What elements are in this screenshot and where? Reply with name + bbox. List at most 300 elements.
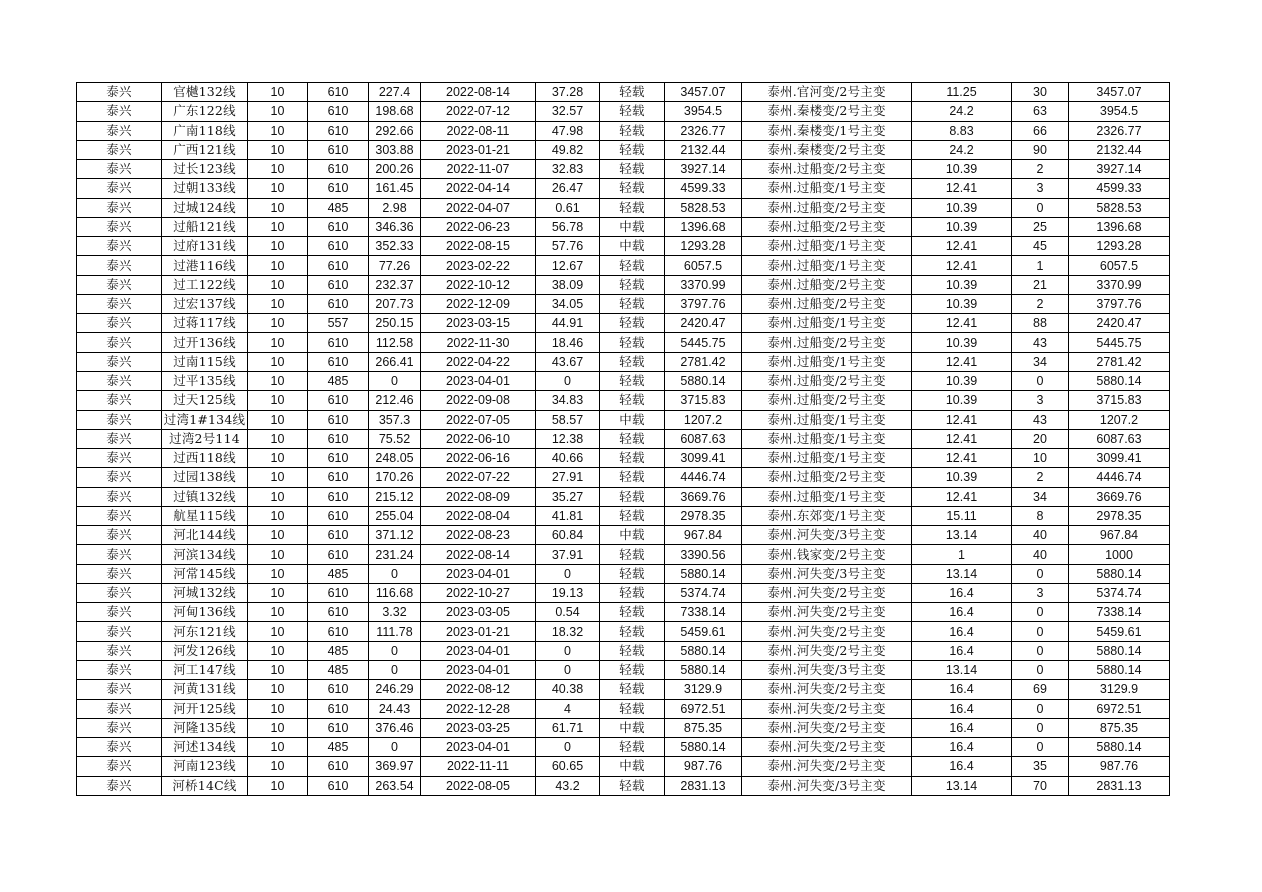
current-cell[interactable]: 24.43 — [369, 699, 421, 718]
current-cell[interactable]: 371.12 — [369, 526, 421, 545]
remaining-capacity-cell[interactable]: 5880.14 — [1069, 371, 1170, 390]
remaining-capacity-cell[interactable]: 3797.76 — [1069, 294, 1170, 313]
line-name-cell[interactable]: 河发126线 — [162, 641, 248, 660]
date-cell[interactable]: 2023-04-01 — [421, 660, 536, 679]
transformer-cell[interactable]: 泰州.河失变/2号主变 — [742, 718, 912, 737]
voltage-cell[interactable]: 10 — [248, 352, 308, 371]
current-cell[interactable]: 352.33 — [369, 237, 421, 256]
available-capacity-cell[interactable]: 2831.13 — [665, 776, 742, 795]
count-cell[interactable]: 3 — [1012, 391, 1069, 410]
voltage-cell[interactable]: 10 — [248, 198, 308, 217]
current-cell[interactable]: 77.26 — [369, 256, 421, 275]
load-rate-cell[interactable]: 37.28 — [536, 83, 600, 102]
transformer-value-cell[interactable]: 13.14 — [912, 564, 1012, 583]
load-rate-cell[interactable]: 0 — [536, 660, 600, 679]
load-status-cell[interactable]: 轻载 — [600, 449, 665, 468]
voltage-cell[interactable]: 10 — [248, 429, 308, 448]
current-cell[interactable]: 75.52 — [369, 429, 421, 448]
remaining-capacity-cell[interactable]: 5445.75 — [1069, 333, 1170, 352]
load-status-cell[interactable]: 轻载 — [600, 256, 665, 275]
load-rate-cell[interactable]: 61.71 — [536, 718, 600, 737]
count-cell[interactable]: 0 — [1012, 660, 1069, 679]
current-cell[interactable]: 250.15 — [369, 314, 421, 333]
region-cell[interactable]: 泰兴 — [77, 102, 162, 121]
load-rate-cell[interactable]: 0.61 — [536, 198, 600, 217]
date-cell[interactable]: 2022-08-15 — [421, 237, 536, 256]
transformer-cell[interactable]: 泰州.过船变/1号主变 — [742, 487, 912, 506]
load-status-cell[interactable]: 轻载 — [600, 275, 665, 294]
transformer-value-cell[interactable]: 10.39 — [912, 371, 1012, 390]
transformer-value-cell[interactable]: 16.4 — [912, 583, 1012, 602]
capacity-cell[interactable]: 610 — [308, 583, 369, 602]
load-rate-cell[interactable]: 57.76 — [536, 237, 600, 256]
capacity-cell[interactable]: 485 — [308, 198, 369, 217]
capacity-cell[interactable]: 610 — [308, 294, 369, 313]
load-rate-cell[interactable]: 60.84 — [536, 526, 600, 545]
transformer-cell[interactable]: 泰州.过船变/1号主变 — [742, 256, 912, 275]
transformer-value-cell[interactable]: 8.83 — [912, 121, 1012, 140]
region-cell[interactable]: 泰兴 — [77, 256, 162, 275]
voltage-cell[interactable]: 10 — [248, 506, 308, 525]
count-cell[interactable]: 90 — [1012, 140, 1069, 159]
available-capacity-cell[interactable]: 3129.9 — [665, 680, 742, 699]
count-cell[interactable]: 2 — [1012, 160, 1069, 179]
count-cell[interactable]: 21 — [1012, 275, 1069, 294]
transformer-value-cell[interactable]: 10.39 — [912, 275, 1012, 294]
current-cell[interactable]: 369.97 — [369, 757, 421, 776]
voltage-cell[interactable]: 10 — [248, 83, 308, 102]
voltage-cell[interactable]: 10 — [248, 449, 308, 468]
region-cell[interactable]: 泰兴 — [77, 198, 162, 217]
transformer-cell[interactable]: 泰州.过船变/1号主变 — [742, 449, 912, 468]
region-cell[interactable]: 泰兴 — [77, 545, 162, 564]
transformer-value-cell[interactable]: 16.4 — [912, 680, 1012, 699]
capacity-cell[interactable]: 610 — [308, 506, 369, 525]
remaining-capacity-cell[interactable]: 4599.33 — [1069, 179, 1170, 198]
line-name-cell[interactable]: 河南123线 — [162, 757, 248, 776]
transformer-value-cell[interactable]: 16.4 — [912, 622, 1012, 641]
line-name-cell[interactable]: 过开136线 — [162, 333, 248, 352]
load-status-cell[interactable]: 轻载 — [600, 371, 665, 390]
count-cell[interactable]: 34 — [1012, 487, 1069, 506]
available-capacity-cell[interactable]: 3390.56 — [665, 545, 742, 564]
transformer-value-cell[interactable]: 16.4 — [912, 738, 1012, 757]
line-name-cell[interactable]: 河常145线 — [162, 564, 248, 583]
date-cell[interactable]: 2023-01-21 — [421, 622, 536, 641]
transformer-cell[interactable]: 泰州.过船变/2号主变 — [742, 468, 912, 487]
available-capacity-cell[interactable]: 3370.99 — [665, 275, 742, 294]
load-status-cell[interactable]: 轻载 — [600, 314, 665, 333]
remaining-capacity-cell[interactable]: 4446.74 — [1069, 468, 1170, 487]
line-name-cell[interactable]: 河北144线 — [162, 526, 248, 545]
voltage-cell[interactable]: 10 — [248, 583, 308, 602]
date-cell[interactable]: 2022-11-07 — [421, 160, 536, 179]
remaining-capacity-cell[interactable]: 987.76 — [1069, 757, 1170, 776]
load-status-cell[interactable]: 中载 — [600, 217, 665, 236]
transformer-cell[interactable]: 泰州.过船变/2号主变 — [742, 371, 912, 390]
voltage-cell[interactable]: 10 — [248, 545, 308, 564]
count-cell[interactable]: 3 — [1012, 583, 1069, 602]
transformer-value-cell[interactable]: 24.2 — [912, 102, 1012, 121]
available-capacity-cell[interactable]: 5880.14 — [665, 641, 742, 660]
current-cell[interactable]: 116.68 — [369, 583, 421, 602]
voltage-cell[interactable]: 10 — [248, 757, 308, 776]
remaining-capacity-cell[interactable]: 3099.41 — [1069, 449, 1170, 468]
transformer-cell[interactable]: 泰州.河失变/2号主变 — [742, 757, 912, 776]
current-cell[interactable]: 231.24 — [369, 545, 421, 564]
line-name-cell[interactable]: 过镇132线 — [162, 487, 248, 506]
remaining-capacity-cell[interactable]: 2420.47 — [1069, 314, 1170, 333]
transformer-value-cell[interactable]: 16.4 — [912, 718, 1012, 737]
count-cell[interactable]: 0 — [1012, 718, 1069, 737]
transformer-cell[interactable]: 泰州.河失变/2号主变 — [742, 622, 912, 641]
current-cell[interactable]: 357.3 — [369, 410, 421, 429]
region-cell[interactable]: 泰兴 — [77, 603, 162, 622]
voltage-cell[interactable]: 10 — [248, 487, 308, 506]
current-cell[interactable]: 215.12 — [369, 487, 421, 506]
line-name-cell[interactable]: 河隆135线 — [162, 718, 248, 737]
remaining-capacity-cell[interactable]: 5880.14 — [1069, 738, 1170, 757]
count-cell[interactable]: 20 — [1012, 429, 1069, 448]
load-status-cell[interactable]: 轻载 — [600, 660, 665, 679]
line-name-cell[interactable]: 过园138线 — [162, 468, 248, 487]
transformer-value-cell[interactable]: 12.41 — [912, 314, 1012, 333]
voltage-cell[interactable]: 10 — [248, 391, 308, 410]
capacity-cell[interactable]: 610 — [308, 680, 369, 699]
transformer-cell[interactable]: 泰州.过船变/2号主变 — [742, 333, 912, 352]
load-status-cell[interactable]: 轻载 — [600, 622, 665, 641]
transformer-value-cell[interactable]: 16.4 — [912, 757, 1012, 776]
load-status-cell[interactable]: 轻载 — [600, 641, 665, 660]
voltage-cell[interactable]: 10 — [248, 680, 308, 699]
voltage-cell[interactable]: 10 — [248, 217, 308, 236]
current-cell[interactable]: 263.54 — [369, 776, 421, 795]
date-cell[interactable]: 2022-07-12 — [421, 102, 536, 121]
voltage-cell[interactable]: 10 — [248, 738, 308, 757]
count-cell[interactable]: 40 — [1012, 526, 1069, 545]
line-name-cell[interactable]: 过湾1#134线 — [162, 410, 248, 429]
date-cell[interactable]: 2023-04-01 — [421, 564, 536, 583]
load-rate-cell[interactable]: 34.05 — [536, 294, 600, 313]
current-cell[interactable]: 2.98 — [369, 198, 421, 217]
voltage-cell[interactable]: 10 — [248, 256, 308, 275]
transformer-value-cell[interactable]: 16.4 — [912, 699, 1012, 718]
capacity-cell[interactable]: 485 — [308, 641, 369, 660]
transformer-value-cell[interactable]: 10.39 — [912, 198, 1012, 217]
region-cell[interactable]: 泰兴 — [77, 583, 162, 602]
load-rate-cell[interactable]: 18.46 — [536, 333, 600, 352]
date-cell[interactable]: 2022-04-07 — [421, 198, 536, 217]
count-cell[interactable]: 30 — [1012, 83, 1069, 102]
available-capacity-cell[interactable]: 5880.14 — [665, 371, 742, 390]
available-capacity-cell[interactable]: 2781.42 — [665, 352, 742, 371]
load-status-cell[interactable]: 轻载 — [600, 487, 665, 506]
line-name-cell[interactable]: 河东121线 — [162, 622, 248, 641]
line-name-cell[interactable]: 过港116线 — [162, 256, 248, 275]
voltage-cell[interactable]: 10 — [248, 468, 308, 487]
voltage-cell[interactable]: 10 — [248, 294, 308, 313]
transformer-value-cell[interactable]: 10.39 — [912, 217, 1012, 236]
region-cell[interactable]: 泰兴 — [77, 237, 162, 256]
load-status-cell[interactable]: 轻载 — [600, 583, 665, 602]
voltage-cell[interactable]: 10 — [248, 160, 308, 179]
region-cell[interactable]: 泰兴 — [77, 660, 162, 679]
remaining-capacity-cell[interactable]: 6972.51 — [1069, 699, 1170, 718]
transformer-value-cell[interactable]: 15.11 — [912, 506, 1012, 525]
region-cell[interactable]: 泰兴 — [77, 275, 162, 294]
available-capacity-cell[interactable]: 2420.47 — [665, 314, 742, 333]
load-rate-cell[interactable]: 43.2 — [536, 776, 600, 795]
count-cell[interactable]: 43 — [1012, 333, 1069, 352]
count-cell[interactable]: 66 — [1012, 121, 1069, 140]
voltage-cell[interactable]: 10 — [248, 371, 308, 390]
load-rate-cell[interactable]: 49.82 — [536, 140, 600, 159]
remaining-capacity-cell[interactable]: 2326.77 — [1069, 121, 1170, 140]
load-status-cell[interactable]: 轻载 — [600, 102, 665, 121]
region-cell[interactable]: 泰兴 — [77, 83, 162, 102]
load-rate-cell[interactable]: 41.81 — [536, 506, 600, 525]
current-cell[interactable]: 227.4 — [369, 83, 421, 102]
line-name-cell[interactable]: 河甸136线 — [162, 603, 248, 622]
region-cell[interactable]: 泰兴 — [77, 294, 162, 313]
remaining-capacity-cell[interactable]: 1293.28 — [1069, 237, 1170, 256]
load-rate-cell[interactable]: 32.83 — [536, 160, 600, 179]
transformer-cell[interactable]: 泰州.河失变/3号主变 — [742, 526, 912, 545]
capacity-cell[interactable]: 610 — [308, 545, 369, 564]
region-cell[interactable]: 泰兴 — [77, 352, 162, 371]
date-cell[interactable]: 2022-06-16 — [421, 449, 536, 468]
available-capacity-cell[interactable]: 5459.61 — [665, 622, 742, 641]
line-name-cell[interactable]: 过朝133线 — [162, 179, 248, 198]
voltage-cell[interactable]: 10 — [248, 776, 308, 795]
available-capacity-cell[interactable]: 3927.14 — [665, 160, 742, 179]
available-capacity-cell[interactable]: 7338.14 — [665, 603, 742, 622]
capacity-cell[interactable]: 610 — [308, 83, 369, 102]
line-name-cell[interactable]: 过天125线 — [162, 391, 248, 410]
date-cell[interactable]: 2023-04-01 — [421, 641, 536, 660]
date-cell[interactable]: 2022-12-28 — [421, 699, 536, 718]
line-name-cell[interactable]: 广南118线 — [162, 121, 248, 140]
load-rate-cell[interactable]: 60.65 — [536, 757, 600, 776]
remaining-capacity-cell[interactable]: 6087.63 — [1069, 429, 1170, 448]
region-cell[interactable]: 泰兴 — [77, 314, 162, 333]
region-cell[interactable]: 泰兴 — [77, 410, 162, 429]
capacity-cell[interactable]: 485 — [308, 660, 369, 679]
transformer-cell[interactable]: 泰州.过船变/2号主变 — [742, 160, 912, 179]
load-rate-cell[interactable]: 58.57 — [536, 410, 600, 429]
region-cell[interactable]: 泰兴 — [77, 429, 162, 448]
current-cell[interactable]: 255.04 — [369, 506, 421, 525]
load-rate-cell[interactable]: 44.91 — [536, 314, 600, 333]
count-cell[interactable]: 0 — [1012, 641, 1069, 660]
transformer-cell[interactable]: 泰州.过船变/1号主变 — [742, 314, 912, 333]
line-name-cell[interactable]: 过长123线 — [162, 160, 248, 179]
line-name-cell[interactable]: 过船121线 — [162, 217, 248, 236]
load-rate-cell[interactable]: 32.57 — [536, 102, 600, 121]
voltage-cell[interactable]: 10 — [248, 622, 308, 641]
line-name-cell[interactable]: 航星115线 — [162, 506, 248, 525]
available-capacity-cell[interactable]: 2978.35 — [665, 506, 742, 525]
count-cell[interactable]: 70 — [1012, 776, 1069, 795]
line-name-cell[interactable]: 过平135线 — [162, 371, 248, 390]
load-status-cell[interactable]: 中载 — [600, 410, 665, 429]
capacity-cell[interactable]: 610 — [308, 449, 369, 468]
load-rate-cell[interactable]: 56.78 — [536, 217, 600, 236]
current-cell[interactable]: 0 — [369, 371, 421, 390]
count-cell[interactable]: 2 — [1012, 468, 1069, 487]
load-rate-cell[interactable]: 40.38 — [536, 680, 600, 699]
transformer-value-cell[interactable]: 16.4 — [912, 641, 1012, 660]
voltage-cell[interactable]: 10 — [248, 275, 308, 294]
remaining-capacity-cell[interactable]: 2831.13 — [1069, 776, 1170, 795]
transformer-value-cell[interactable]: 10.39 — [912, 468, 1012, 487]
remaining-capacity-cell[interactable]: 5374.74 — [1069, 583, 1170, 602]
transformer-cell[interactable]: 泰州.过船变/2号主变 — [742, 391, 912, 410]
available-capacity-cell[interactable]: 5880.14 — [665, 660, 742, 679]
region-cell[interactable]: 泰兴 — [77, 487, 162, 506]
load-rate-cell[interactable]: 40.66 — [536, 449, 600, 468]
line-name-cell[interactable]: 河黄131线 — [162, 680, 248, 699]
date-cell[interactable]: 2022-08-04 — [421, 506, 536, 525]
available-capacity-cell[interactable]: 2326.77 — [665, 121, 742, 140]
transformer-cell[interactable]: 泰州.过船变/1号主变 — [742, 352, 912, 371]
transformer-value-cell[interactable]: 12.41 — [912, 429, 1012, 448]
current-cell[interactable]: 292.66 — [369, 121, 421, 140]
capacity-cell[interactable]: 610 — [308, 718, 369, 737]
remaining-capacity-cell[interactable]: 5828.53 — [1069, 198, 1170, 217]
transformer-cell[interactable]: 泰州.河失变/2号主变 — [742, 583, 912, 602]
line-name-cell[interactable]: 过西118线 — [162, 449, 248, 468]
transformer-value-cell[interactable]: 10.39 — [912, 294, 1012, 313]
available-capacity-cell[interactable]: 5880.14 — [665, 564, 742, 583]
load-status-cell[interactable]: 中载 — [600, 237, 665, 256]
load-status-cell[interactable]: 轻载 — [600, 680, 665, 699]
capacity-cell[interactable]: 610 — [308, 140, 369, 159]
remaining-capacity-cell[interactable]: 6057.5 — [1069, 256, 1170, 275]
transformer-cell[interactable]: 泰州.河失变/2号主变 — [742, 680, 912, 699]
line-name-cell[interactable]: 河桥14C线 — [162, 776, 248, 795]
line-name-cell[interactable]: 广东122线 — [162, 102, 248, 121]
load-status-cell[interactable]: 轻载 — [600, 468, 665, 487]
count-cell[interactable]: 0 — [1012, 699, 1069, 718]
remaining-capacity-cell[interactable]: 3927.14 — [1069, 160, 1170, 179]
date-cell[interactable]: 2022-08-12 — [421, 680, 536, 699]
region-cell[interactable]: 泰兴 — [77, 699, 162, 718]
load-rate-cell[interactable]: 27.91 — [536, 468, 600, 487]
count-cell[interactable]: 40 — [1012, 545, 1069, 564]
capacity-cell[interactable]: 610 — [308, 468, 369, 487]
capacity-cell[interactable]: 610 — [308, 275, 369, 294]
voltage-cell[interactable]: 10 — [248, 603, 308, 622]
count-cell[interactable]: 10 — [1012, 449, 1069, 468]
voltage-cell[interactable]: 10 — [248, 718, 308, 737]
date-cell[interactable]: 2022-08-14 — [421, 83, 536, 102]
remaining-capacity-cell[interactable]: 2781.42 — [1069, 352, 1170, 371]
line-name-cell[interactable]: 过工122线 — [162, 275, 248, 294]
count-cell[interactable]: 0 — [1012, 603, 1069, 622]
voltage-cell[interactable]: 10 — [248, 699, 308, 718]
current-cell[interactable]: 212.46 — [369, 391, 421, 410]
transformer-value-cell[interactable]: 12.41 — [912, 410, 1012, 429]
transformer-value-cell[interactable]: 12.41 — [912, 352, 1012, 371]
transformer-value-cell[interactable]: 16.4 — [912, 603, 1012, 622]
load-status-cell[interactable]: 轻载 — [600, 699, 665, 718]
current-cell[interactable]: 0 — [369, 738, 421, 757]
line-name-cell[interactable]: 过宏137线 — [162, 294, 248, 313]
count-cell[interactable]: 0 — [1012, 564, 1069, 583]
load-rate-cell[interactable]: 19.13 — [536, 583, 600, 602]
line-name-cell[interactable]: 河滨134线 — [162, 545, 248, 564]
transformer-value-cell[interactable]: 1 — [912, 545, 1012, 564]
line-name-cell[interactable]: 河工147线 — [162, 660, 248, 679]
transformer-value-cell[interactable]: 10.39 — [912, 160, 1012, 179]
load-status-cell[interactable]: 轻载 — [600, 776, 665, 795]
available-capacity-cell[interactable]: 6057.5 — [665, 256, 742, 275]
capacity-cell[interactable]: 485 — [308, 738, 369, 757]
region-cell[interactable]: 泰兴 — [77, 718, 162, 737]
remaining-capacity-cell[interactable]: 3669.76 — [1069, 487, 1170, 506]
date-cell[interactable]: 2022-04-14 — [421, 179, 536, 198]
current-cell[interactable]: 0 — [369, 564, 421, 583]
count-cell[interactable]: 1 — [1012, 256, 1069, 275]
load-rate-cell[interactable]: 26.47 — [536, 179, 600, 198]
current-cell[interactable]: 232.37 — [369, 275, 421, 294]
transformer-value-cell[interactable]: 10.39 — [912, 391, 1012, 410]
line-name-cell[interactable]: 河述134线 — [162, 738, 248, 757]
load-status-cell[interactable]: 轻载 — [600, 738, 665, 757]
capacity-cell[interactable]: 610 — [308, 352, 369, 371]
available-capacity-cell[interactable]: 3797.76 — [665, 294, 742, 313]
available-capacity-cell[interactable]: 5445.75 — [665, 333, 742, 352]
load-status-cell[interactable]: 轻载 — [600, 603, 665, 622]
voltage-cell[interactable]: 10 — [248, 641, 308, 660]
line-name-cell[interactable]: 河城132线 — [162, 583, 248, 602]
current-cell[interactable]: 346.36 — [369, 217, 421, 236]
date-cell[interactable]: 2022-06-23 — [421, 217, 536, 236]
current-cell[interactable]: 3.32 — [369, 603, 421, 622]
count-cell[interactable]: 0 — [1012, 622, 1069, 641]
capacity-cell[interactable]: 557 — [308, 314, 369, 333]
capacity-cell[interactable]: 610 — [308, 776, 369, 795]
available-capacity-cell[interactable]: 3954.5 — [665, 102, 742, 121]
voltage-cell[interactable]: 10 — [248, 140, 308, 159]
transformer-cell[interactable]: 泰州.过船变/2号主变 — [742, 198, 912, 217]
load-rate-cell[interactable]: 0 — [536, 738, 600, 757]
available-capacity-cell[interactable]: 3669.76 — [665, 487, 742, 506]
region-cell[interactable]: 泰兴 — [77, 449, 162, 468]
load-rate-cell[interactable]: 12.67 — [536, 256, 600, 275]
current-cell[interactable]: 170.26 — [369, 468, 421, 487]
load-rate-cell[interactable]: 38.09 — [536, 275, 600, 294]
transformer-cell[interactable]: 泰州.秦楼变/2号主变 — [742, 140, 912, 159]
region-cell[interactable]: 泰兴 — [77, 391, 162, 410]
load-rate-cell[interactable]: 35.27 — [536, 487, 600, 506]
line-name-cell[interactable]: 过南115线 — [162, 352, 248, 371]
line-name-cell[interactable]: 过蒋117线 — [162, 314, 248, 333]
transformer-cell[interactable]: 泰州.河失变/2号主变 — [742, 603, 912, 622]
available-capacity-cell[interactable]: 2132.44 — [665, 140, 742, 159]
count-cell[interactable]: 35 — [1012, 757, 1069, 776]
load-rate-cell[interactable]: 0 — [536, 371, 600, 390]
capacity-cell[interactable]: 610 — [308, 217, 369, 236]
current-cell[interactable]: 376.46 — [369, 718, 421, 737]
load-status-cell[interactable]: 轻载 — [600, 352, 665, 371]
capacity-cell[interactable]: 610 — [308, 699, 369, 718]
load-status-cell[interactable]: 轻载 — [600, 140, 665, 159]
load-rate-cell[interactable]: 47.98 — [536, 121, 600, 140]
region-cell[interactable]: 泰兴 — [77, 140, 162, 159]
region-cell[interactable]: 泰兴 — [77, 217, 162, 236]
